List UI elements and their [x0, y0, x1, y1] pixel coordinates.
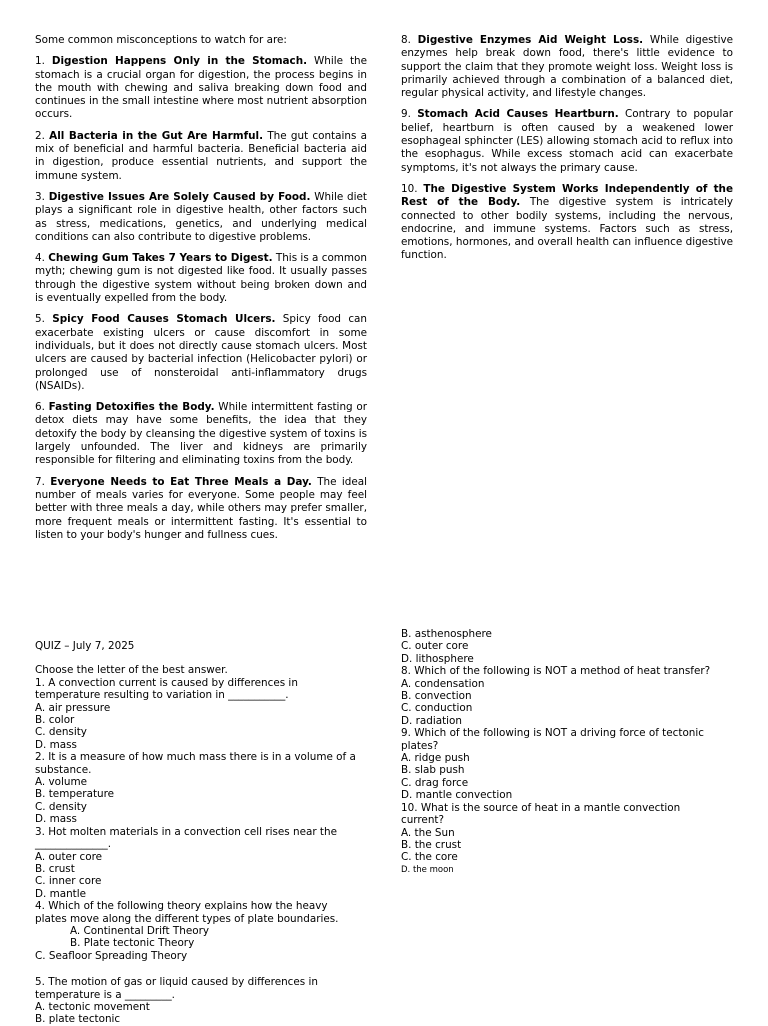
- quiz-option: A. volume: [35, 776, 88, 789]
- misconception-item-4: [35, 252, 367, 305]
- quiz-line: 10. What is the source of heat in a mantle convection: [401, 801, 681, 814]
- quiz-option: C. drag force: [401, 776, 469, 789]
- item-body: While digestive enzymes help break down food, there's little evidence to support the claim that they promote weight loss. Weight loss is primarily achieved through a combination of a balanced diet, regular physical activity, and lifestyle changes.: [401, 34, 733, 100]
- misconceptions-intro: Some common misconceptions to watch for are:: [35, 34, 287, 46]
- quiz-option: A. air pressure: [35, 701, 111, 714]
- item-title: Spicy Food Causes Stomach Ulcers.: [52, 313, 276, 326]
- quiz-option: A. outer core: [35, 850, 103, 863]
- misconception-item-6: [35, 401, 367, 467]
- quiz-option: B. temperature: [35, 788, 115, 801]
- item-title: Digestion Happens Only in the Stomach.: [51, 55, 308, 68]
- item-number: 1.: [35, 55, 45, 68]
- quiz-option: C. the core: [401, 851, 458, 864]
- quiz-line: 9. Which of the following is NOT a driving force of tectonic: [401, 727, 704, 740]
- item-number: 4.: [35, 252, 45, 265]
- quiz-option: D. lithosphere: [401, 652, 474, 665]
- quiz-instruction: Choose the letter of the best answer.: [35, 664, 228, 677]
- quiz-line: 4. Which of the following theory explains how the heavy: [35, 900, 328, 913]
- item-title: The Digestive System Works Independently of the Rest of the Body.: [401, 182, 733, 209]
- item-number: 2.: [35, 129, 45, 142]
- item-title: Chewing Gum Takes 7 Years to Digest.: [48, 252, 273, 265]
- quiz-left-column: [35, 640, 375, 1026]
- misconception-item-2: [35, 130, 367, 183]
- item-body: The ideal number of meals varies for everyone. Some people may feel better with three meals a day, while others may prefer smaller, more frequent meals or intermittent fasting. It's essential to listen to your body's hunger and fullness cues.: [35, 475, 368, 541]
- item-body: This is a common myth; chewing gum is not digested like food. It usually passes through the digestive system without being broken down and is eventually expelled from the body.: [35, 252, 367, 305]
- quiz-line: plates?: [401, 739, 439, 752]
- quiz-option: D. the moon: [401, 864, 454, 875]
- item-title: All Bacteria in the Gut Are Harmful.: [49, 129, 264, 142]
- quiz-option: B. convection: [401, 690, 472, 703]
- misconception-item-8: [401, 34, 733, 100]
- quiz-line: 1. A convection current is caused by differences in: [35, 676, 298, 689]
- quiz-option: B. color: [35, 714, 75, 727]
- quiz-option: C. density: [35, 726, 87, 739]
- quiz-line: current?: [401, 814, 444, 827]
- quiz-option: D. mantle convection: [401, 789, 513, 802]
- quiz-option: A. Continental Drift Theory: [70, 924, 209, 937]
- item-body: While diet plays a significant role in digestive health, other factors such as stress, medications, genetics, and underlying medical conditions can also contribute to digestive problems.: [35, 190, 367, 243]
- quiz-option: B. Plate tectonic Theory: [70, 937, 195, 950]
- quiz-header: QUIZ – July 7, 2025: [35, 640, 135, 652]
- quiz-option: D. mass: [35, 813, 77, 826]
- misconceptions-right-column: [401, 34, 733, 271]
- quiz-option: C. outer core: [401, 640, 469, 653]
- item-body: Spicy food can exacerbate existing ulcers or cause discomfort in some individuals, but it does not directly cause stomach ulcers. Most ulcers are caused by bacterial infection (Helicobacter pylori) or prolonged use of nonsteroidal anti-inflammatory drugs (NSAIDs).: [35, 313, 367, 392]
- item-title: Digestive Enzymes Aid Weight Loss.: [417, 34, 644, 46]
- misconception-item-9: [401, 108, 733, 174]
- quiz-option: B. plate tectonic: [35, 1013, 121, 1026]
- item-number: 9.: [401, 108, 411, 121]
- item-body: Contrary to popular belief, heartburn is often caused by a weakened lower esophageal sphincter (LES) allowing stomach acid to reflux into the esophagus. While excess stomach acid can exacerbate symptoms, it's not always the primary cause.: [401, 108, 733, 174]
- item-title: Fasting Detoxifies the Body.: [48, 401, 215, 414]
- item-title: Digestive Issues Are Solely Caused by Food.: [48, 190, 311, 203]
- quiz-option: C. conduction: [401, 702, 473, 715]
- item-number: 3.: [35, 190, 45, 203]
- item-number: 7.: [35, 475, 45, 488]
- quiz-option: D. mantle: [35, 887, 87, 900]
- quiz-option: C. inner core: [35, 875, 102, 888]
- quiz-line: substance.: [35, 763, 92, 776]
- quiz-line: temperature resulting to variation in ___________.: [35, 689, 289, 702]
- item-number: 10.: [401, 182, 418, 195]
- item-title: Stomach Acid Causes Heartburn.: [417, 108, 619, 121]
- misconception-item-10: [401, 183, 733, 263]
- quiz-line: 5. The motion of gas or liquid caused by differences in: [35, 976, 318, 989]
- item-number: 8.: [401, 34, 411, 46]
- quiz-option: C. Seafloor Spreading Theory: [35, 949, 188, 962]
- quiz-line: plates move along the different types of plate boundaries.: [35, 912, 339, 925]
- misconception-item-1: [35, 55, 367, 121]
- quiz-option: A. ridge push: [401, 752, 470, 765]
- item-number: 5.: [35, 313, 45, 326]
- item-title: Everyone Needs to Eat Three Meals a Day.: [50, 475, 312, 488]
- item-body: While intermittent fasting or detox diets may have some benefits, the idea that they detoxify the body by cleansing the digestive system of toxins is largely unfounded. The liver and kidneys are primarily responsible for filtering and eliminating toxins from the body.: [35, 401, 367, 467]
- quiz-option: D. radiation: [401, 714, 462, 727]
- quiz-line: ______________.: [35, 838, 112, 851]
- quiz-option: B. slab push: [401, 764, 465, 777]
- quiz-option: A. the Sun: [401, 826, 455, 839]
- quiz-option: A. tectonic movement: [35, 1000, 150, 1013]
- quiz-option: A. condensation: [401, 677, 485, 690]
- quiz-right-column: [401, 628, 741, 876]
- quiz-option: B. the crust: [401, 838, 462, 851]
- quiz-option: B. crust: [35, 862, 75, 875]
- quiz-line: temperature is a _________.: [35, 988, 175, 1001]
- item-body: While the stomach is a crucial organ for digestion, the process begins in the mouth with chewing and saliva breaking down food and continues in the small intestine where most nutrient absorption occurs.: [35, 55, 368, 121]
- item-body: The digestive system is intricately connected to other bodily systems, including the nervous, endocrine, and immune systems. Factors such as stress, emotions, hormones, and overall health can influence digestive function.: [401, 196, 733, 262]
- misconception-item-3: [35, 191, 367, 244]
- quiz-line: 3. Hot molten materials in a convection cell rises near the: [35, 825, 337, 838]
- item-number: 6.: [35, 401, 45, 414]
- quiz-line: 8. Which of the following is NOT a method of heat transfer?: [401, 665, 711, 678]
- quiz-option: B. asthenosphere: [401, 628, 492, 640]
- item-body: The gut contains a mix of beneficial and harmful bacteria. Beneficial bacteria aid in digestion, produce essential nutrients, and support the immune system.: [35, 129, 367, 182]
- misconceptions-left-column: [35, 34, 367, 550]
- misconception-item-5: [35, 313, 367, 393]
- misconception-item-7: [35, 476, 367, 542]
- quiz-option: C. density: [35, 800, 87, 813]
- quiz-option: D. mass: [35, 738, 77, 751]
- quiz-line: 2. It is a measure of how much mass there is in a volume of a: [35, 751, 356, 764]
